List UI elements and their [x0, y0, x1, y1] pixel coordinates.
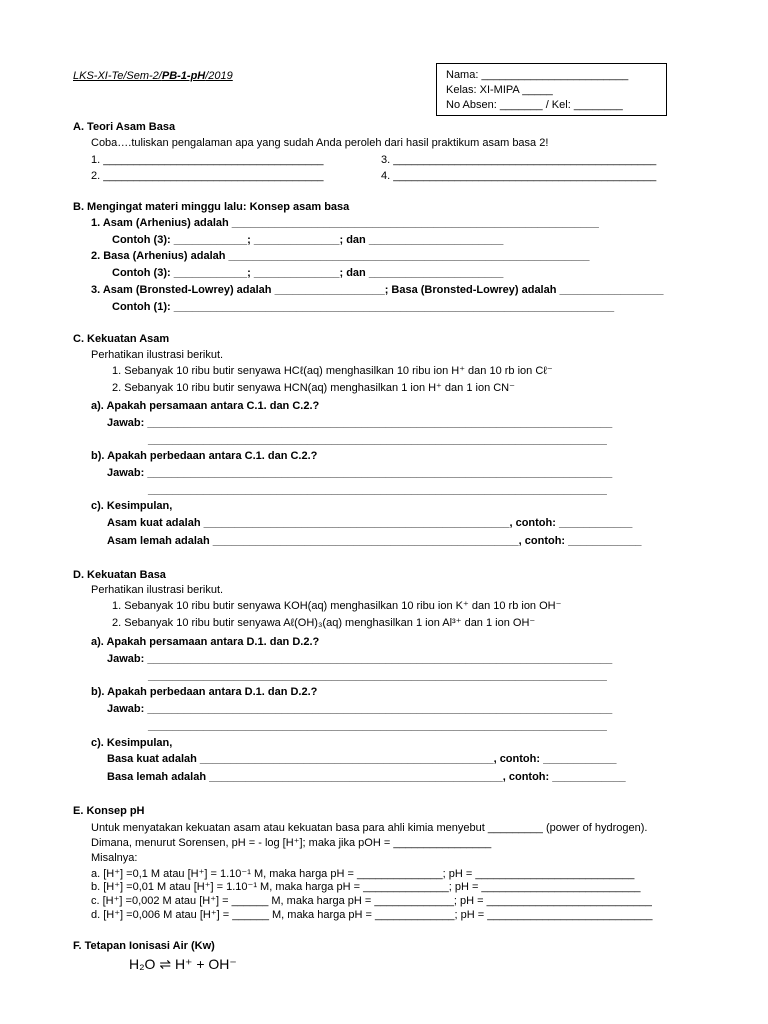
section-c-question-b: b). Apakah perbedaan antara C.1. dan C.2.? — [91, 450, 318, 462]
section-c-statement-2: 2. Sebanyak 10 ribu butir senyawa HCN(aq) menghasilkan 1 ion H⁺ dan 1 ion CN⁻ — [112, 382, 515, 394]
section-b-line-3[interactable]: 2. Basa (Arhenius) adalah ___________________________________________________________ — [91, 250, 590, 262]
section-d-question-c: c). Kesimpulan, — [91, 737, 173, 749]
section-d-statement-1: 1. Sebanyak 10 ribu butir senyawa KOH(aq) menghasilkan 10 ribu ion K⁺ dan 10 rb ion OH⁻ — [112, 600, 562, 612]
section-e-example-c[interactable]: c. [H⁺] =0,002 M atau [H⁺] = ______ M, maka harga pH = _____________; pH = ___________________________ — [91, 895, 652, 907]
section-b-heading: B. Mengingat materi minggu lalu: Konsep asam basa — [73, 201, 350, 213]
section-d-conclusion-1[interactable]: Basa kuat adalah ________________________________________________, contoh: ____________ — [107, 753, 617, 765]
section-d-question-b: b). Apakah perbedaan antara D.1. dan D.2.? — [91, 686, 318, 698]
section-c-heading: C. Kekuatan Asam — [73, 333, 170, 345]
section-d-answer-a-1[interactable]: Jawab: ____________________________________________________________________________ — [107, 653, 613, 665]
section-d-answer-b-1[interactable]: Jawab: ____________________________________________________________________________ — [107, 703, 613, 715]
section-a-intro: Coba….tuliskan pengalaman apa yang sudah Anda peroleh dari hasil praktikum asam basa 2! — [91, 137, 549, 149]
worksheet-code-suffix: /2019 — [205, 70, 233, 82]
worksheet-code — [73, 70, 233, 82]
section-d-intro: Perhatikan ilustrasi berikut. — [91, 584, 224, 596]
section-b-line-1[interactable]: 1. Asam (Arhenius) adalah ____________________________________________________________ — [91, 217, 599, 229]
worksheet-code-bold: PB-1-pH — [161, 70, 206, 82]
section-f-heading: F. Tetapan Ionisasi Air (Kw) — [73, 940, 215, 952]
section-c-answer-b-1[interactable]: Jawab: ____________________________________________________________________________ — [107, 467, 613, 479]
section-c-question-c: c). Kesimpulan, — [91, 500, 173, 512]
section-b-line-5[interactable]: 3. Asam (Bronsted-Lowrey) adalah __________________; Basa (Bronsted-Lowrey) adalah _________________ — [91, 284, 664, 296]
section-c-answer-a-1[interactable]: Jawab: ____________________________________________________________________________ — [107, 417, 613, 429]
section-d-question-a: a). Apakah persamaan antara D.1. dan D.2.? — [91, 636, 320, 648]
section-d-answer-a-2[interactable]: ___________________________________________________________________________ — [148, 670, 607, 682]
section-b-line-6[interactable]: Contoh (1): ________________________________________________________________________ — [112, 301, 615, 313]
section-e-heading: E. Konsep pH — [73, 805, 145, 817]
section-a-item-3[interactable]: 3. ___________________________________________ — [381, 154, 657, 166]
section-c-intro: Perhatikan ilustrasi berikut. — [91, 349, 224, 361]
water-ionization-equation: H₂O ⇌ H⁺ + OH⁻ — [129, 956, 237, 972]
section-a-item-2[interactable]: 2. ____________________________________ — [91, 170, 324, 182]
section-c-conclusion-1[interactable]: Asam kuat adalah __________________________________________________, contoh: ____________ — [107, 517, 633, 529]
section-c-statement-1: 1. Sebanyak 10 ribu butir senyawa HCℓ(aq) menghasilkan 10 ribu ion H⁺ dan 10 rb ion Cℓ⁻ — [112, 365, 553, 377]
section-e-example-b[interactable]: b. [H⁺] =0,01 M atau [H⁺] = 1.10⁻¹ M, maka harga pH = ______________; pH = __________________________ — [91, 881, 641, 893]
section-b-line-2[interactable]: Contoh (3): ____________; ______________; dan ______________________ — [112, 234, 504, 246]
class-field[interactable]: Kelas: XI-MIPA _____ — [446, 84, 553, 96]
section-e-example-a[interactable]: a. [H⁺] =0,1 M atau [H⁺] = 1.10⁻¹ M, maka harga pH = ______________; pH = __________________________ — [91, 868, 635, 880]
section-e-paragraph-2[interactable]: Dimana, menurut Sorensen, pH = - log [H⁺]; maka jika pOH = ________________ — [91, 837, 492, 849]
section-d-heading: D. Kekuatan Basa — [73, 569, 166, 581]
section-b-line-4[interactable]: Contoh (3): ____________; ______________; dan ______________________ — [112, 267, 504, 279]
section-a-item-1[interactable]: 1. ____________________________________ — [91, 154, 324, 166]
section-c-question-a: a). Apakah persamaan antara C.1. dan C.2.? — [91, 400, 320, 412]
name-field[interactable]: Nama: ________________________ — [446, 69, 629, 81]
section-c-answer-a-2[interactable]: ___________________________________________________________________________ — [148, 434, 607, 446]
absen-field[interactable]: No Absen: _______ / Kel: ________ — [446, 99, 623, 111]
section-e-paragraph-3: Misalnya: — [91, 852, 138, 864]
section-d-statement-2: 2. Sebanyak 10 ribu butir senyawa Aℓ(OH)₃(aq) menghasilkan 1 ion Al³⁺ dan 1 ion OH⁻ — [112, 617, 536, 629]
student-info-box — [436, 63, 667, 116]
section-e-paragraph-1[interactable]: Untuk menyatakan kekuatan asam atau kekuatan basa para ahli kimia menyebut _________ (power of hydrogen). — [91, 822, 648, 834]
section-a-item-4[interactable]: 4. ___________________________________________ — [381, 170, 657, 182]
section-c-conclusion-2[interactable]: Asam lemah adalah __________________________________________________, contoh: ____________ — [107, 535, 642, 547]
worksheet-code-prefix: LKS-XI-Te/Sem-2/ — [73, 70, 162, 82]
section-c-answer-b-2[interactable]: ___________________________________________________________________________ — [148, 484, 607, 496]
section-d-answer-b-2[interactable]: ___________________________________________________________________________ — [148, 720, 607, 732]
section-e-example-d[interactable]: d. [H⁺] =0,006 M atau [H⁺] = ______ M, maka harga pH = _____________; pH = ___________________________ — [91, 909, 653, 921]
section-d-conclusion-2[interactable]: Basa lemah adalah ________________________________________________, contoh: ____________ — [107, 771, 626, 783]
section-a-heading: A. Teori Asam Basa — [73, 121, 176, 133]
